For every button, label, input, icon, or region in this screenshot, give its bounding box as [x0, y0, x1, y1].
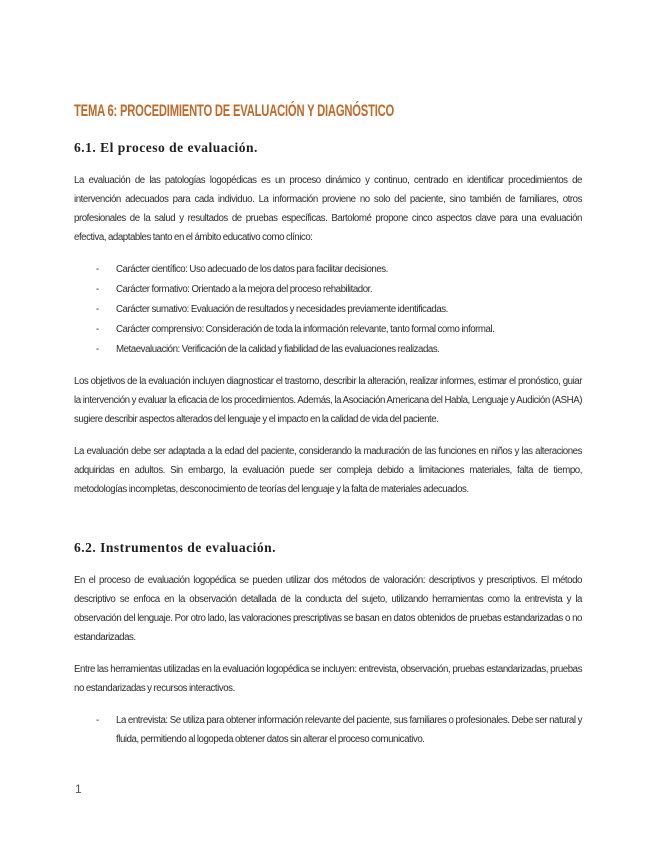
- list-item-text: Metaevaluación: Verificación de la calidad y fiabilidad de las evaluaciones realizadas.: [116, 344, 440, 355]
- section-6-2: [74, 540, 582, 749]
- dash-bullet-icon: -: [96, 324, 99, 335]
- evaluation-aspects-list: [74, 260, 582, 359]
- section-6-2-paragraph-2: Entre las herramientas utilizadas en la evaluación logopédica se incluyen: entrevista, observación, pruebas estandarizadas, pruebas no estandarizadas y recursos interactivos.: [74, 664, 582, 694]
- section-6-1-paragraph-1: La evaluación de las patologías logopédicas es un proceso dinámico y continuo, centrado en identificar procedimientos de intervención adecuados para cada individuo. La información proviene no solo del paciente, sino también de familiares, otros profesionales de la salud y resultados de pruebas específicas. Bartolomé propone cinco aspectos clave para una evaluación efectiva, adaptables tanto en el ámbito educativo como clínico:: [74, 175, 582, 243]
- page-content: [74, 101, 582, 762]
- dash-bullet-icon: -: [96, 715, 99, 726]
- list-item: [74, 320, 582, 339]
- section-6-1-heading: 6.1. El proceso de evaluación.: [74, 140, 258, 155]
- list-item: [74, 340, 582, 359]
- section-6-2-paragraph-1: En el proceso de evaluación logopédica se pueden utilizar dos métodos de valoración: descriptivos y prescriptivos. El método descriptivo se enfoca en la observación detallada de la conducta del sujeto, utilizando herramientas como la entrevista y la observación del lenguaje. Por otro lado, las valoraciones prescriptivas se basan en datos obtenidos de pruebas estandarizadas o no estandarizadas.: [74, 575, 582, 643]
- list-item-text: La entrevista: Se utiliza para obtener información relevante del paciente, sus familiares o profesionales. Debe ser natural y fluida, permitiendo al logopeda obtener datos sin alterar el proceso comunicativo.: [116, 715, 582, 745]
- page-number: 1: [75, 782, 82, 796]
- list-item: [74, 260, 582, 279]
- list-item-text: Carácter formativo: Orientado a la mejora del proceso rehabilitador.: [116, 284, 373, 295]
- section-6-1-paragraph-2: Los objetivos de la evaluación incluyen diagnosticar el trastorno, describir la alteración, realizar informes, estimar el pronóstico, guiar la intervención y evaluar la eficacia de los procedimientos. Además, la Asociación Americana del Habla, Lenguaje y Audición (ASHA) sugiere describir aspectos alterados del lenguaje y el impacto en la calidad de vida del paciente.: [74, 376, 582, 425]
- section-6-2-heading: 6.2. Instrumentos de evaluación.: [74, 540, 277, 555]
- dash-bullet-icon: -: [96, 344, 99, 355]
- document-title: TEMA 6: PROCEDIMIENTO DE EVALUACIÓN Y DIAGNÓSTICO: [74, 101, 395, 120]
- section-6-1: [74, 140, 582, 499]
- list-item: [74, 300, 582, 319]
- list-item-text: Carácter comprensivo: Consideración de toda la información relevante, tanto formal como informal.: [116, 324, 495, 335]
- list-item: [74, 280, 582, 299]
- list-item-text: Carácter sumativo: Evaluación de resultados y necesidades previamente identificadas.: [116, 304, 448, 315]
- dash-bullet-icon: -: [96, 284, 99, 295]
- evaluation-tools-list: [74, 711, 582, 749]
- dash-bullet-icon: -: [96, 264, 99, 275]
- section-6-1-paragraph-3: La evaluación debe ser adaptada a la edad del paciente, considerando la maduración de las funciones en niños y las alteraciones adquiridas en adultos. Sin embargo, la evaluación puede ser compleja debido a limitaciones materiales, falta de tiempo, metodologías incompletas, desconocimiento de teorías del lenguaje y la falta de materiales adecuados.: [74, 446, 582, 495]
- list-item: [74, 711, 582, 749]
- dash-bullet-icon: -: [96, 304, 99, 315]
- list-item-text: Carácter científico: Uso adecuado de los datos para facilitar decisiones.: [116, 264, 388, 275]
